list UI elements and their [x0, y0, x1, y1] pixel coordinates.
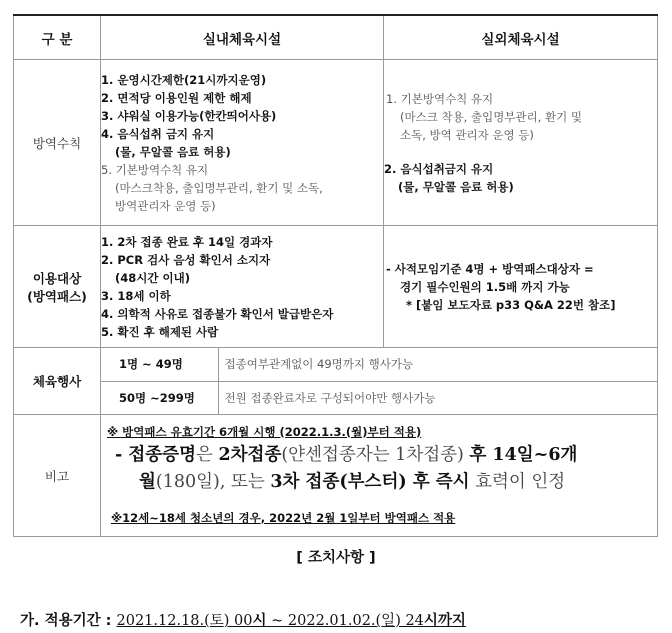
text-fragment: 2차접종 [218, 444, 282, 465]
list-item: (물, 무알콜 음료 허용) [115, 144, 231, 159]
event-desc: 전원 접종완료자로 구성되어야만 행사가능 [224, 390, 436, 405]
list-item: 2. 음식섭취금지 유지 [384, 161, 494, 176]
quarantine-indoor-list [101, 71, 383, 215]
text-fragment: 효력이 인정 [469, 471, 566, 492]
text-fragment: 후 14일~6개 [469, 444, 578, 465]
list-item: 소독, 방역 관리자 운영 등) [400, 127, 534, 142]
section-title: [ 조치사항 ] [296, 550, 376, 566]
text-fragment: 2021.12.18.(토) 00 [116, 613, 253, 629]
eligibility-indoor-list [101, 233, 383, 341]
events-cell [101, 348, 658, 415]
text-fragment: (얀센접종자는 1차접종) [281, 444, 470, 465]
list-item: (마스크착용, 출입명부관리, 환기 및 소독, [115, 180, 323, 195]
application-period [20, 609, 466, 630]
events-subtable [101, 348, 657, 414]
list-item: 2. 면적당 이용인원 제한 해제 [101, 90, 252, 105]
text-fragment: 3차 접종(부스터) 후 즉시 [270, 471, 470, 492]
text-fragment: 월 [139, 471, 156, 492]
list-item: * [붙임 보도자료 p33 Q&A 22번 참조] [406, 297, 616, 312]
text-fragment: 시까지 [423, 613, 466, 629]
remarks-note-validity: ※ 방역패스 유효기간 6개월 시행 (2022.1.3.(월)부터 적용) [107, 424, 422, 439]
text-fragment: 시 [252, 613, 267, 629]
header-category: 구 분 [14, 15, 101, 60]
list-item: 1. 기본방역수칙 유지 [386, 91, 494, 106]
event-range: 1명 ~ 49명 [101, 348, 218, 381]
list-item: 5. 확진 후 해제된 사람 [101, 324, 219, 339]
quarantine-indoor [101, 60, 384, 226]
list-item: 2. PCR 검사 음성 확인서 소지자 [101, 252, 271, 267]
eligibility-label-line2: (방역패스) [27, 288, 87, 304]
list-item: (48시간 이내) [115, 270, 190, 285]
event-desc: 접종여부관계없이 49명까지 행사가능 [218, 348, 657, 381]
list-item: (마스크 착용, 출입명부관리, 환기 및 [400, 109, 582, 124]
period-value [117, 613, 466, 629]
quarantine-outdoor-list-1 [384, 90, 657, 144]
remarks-cell [101, 415, 658, 537]
header-outdoor: 실외체육시설 [384, 15, 658, 60]
period-label: 가. 적용기간 : [20, 613, 117, 629]
list-item: 4. 의학적 사유로 접종불가 확인서 발급받은자 [101, 306, 334, 321]
quarantine-outdoor [384, 60, 658, 226]
eligibility-outdoor [384, 226, 658, 348]
remarks-label: 비고 [14, 415, 101, 537]
list-item: 3. 샤워실 이용가능(한칸띄어사용) [101, 108, 277, 123]
eligibility-outdoor-list [384, 260, 657, 314]
remarks-note-youth: ※12세~18세 청소년의 경우, 2022년 2월 1일부터 방역패스 적용 [111, 510, 456, 525]
remarks-certificate-line1 [101, 442, 657, 469]
eligibility-indoor [101, 226, 384, 348]
list-item: 3. 18세 이하 [101, 288, 171, 303]
policy-table [13, 14, 658, 537]
eligibility-label-line1: 이용대상 [32, 270, 82, 286]
list-item: 1. 운영시간제한(21시까지운영) [101, 72, 267, 87]
event-range: 50명 ~299명 [101, 381, 218, 414]
quarantine-outdoor-list-2 [384, 160, 657, 196]
quarantine-label: 방역수칙 [14, 60, 101, 226]
text-fragment: (180일), 또는 [155, 471, 271, 492]
events-label: 체육행사 [14, 348, 101, 415]
text-fragment: 접종증명 [128, 444, 196, 465]
list-item: 5. 기본방역수칙 유지 [101, 162, 209, 177]
list-item: 4. 음식섭취 금지 유지 [101, 126, 215, 141]
list-item: (물, 무알콜 음료 허용) [398, 179, 514, 194]
header-indoor: 실내체육시설 [101, 15, 384, 60]
text-fragment: - [115, 444, 129, 465]
list-item: 경기 필수인원의 1.5배 까지 가능 [400, 279, 570, 294]
list-item: 방역관리자 운영 등) [115, 198, 216, 213]
eligibility-label [14, 226, 101, 348]
text-fragment: 은 [195, 444, 219, 465]
remarks-certificate-line2 [101, 469, 657, 496]
list-item: 1. 2차 접종 완료 후 14일 경과자 [101, 234, 273, 249]
text-fragment: ~ 2022.01.02.(일) 24 [266, 613, 424, 629]
list-item: - 사적모임기준 4명 + 방역패스대상자 = [386, 261, 594, 276]
